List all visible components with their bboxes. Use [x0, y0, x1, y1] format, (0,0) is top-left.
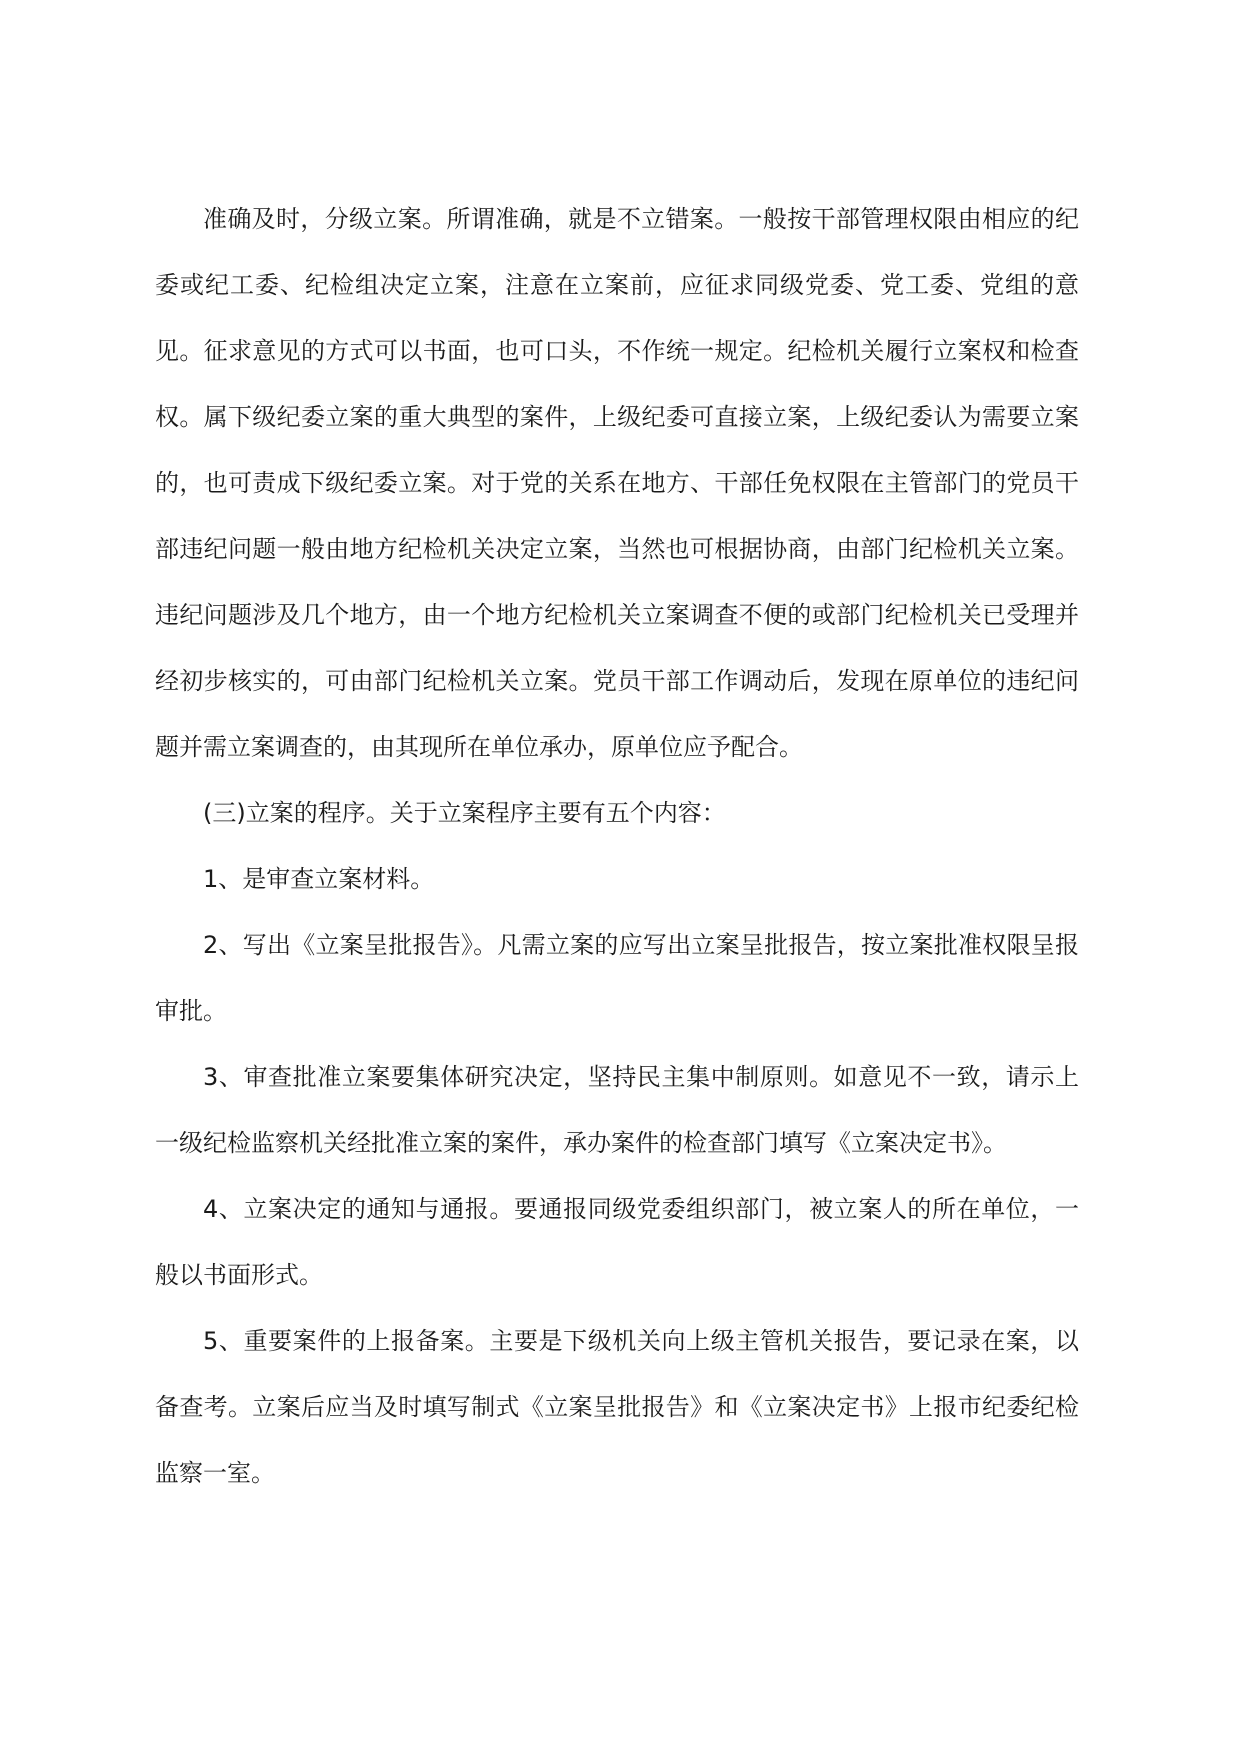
document-body: [155, 186, 1079, 1506]
paragraph-grading-registration: 准确及时，分级立案。所谓准确，就是不立错案。一般按干部管理权限由相应的纪委或纪工委、纪检组决定立案，注意在立案前，应征求同级党委、党工委、党组的意见。征求意见的方式可以书面，也可口头，不作统一规定。纪检机关履行立案权和检查权。属下级纪委立案的重大典型的案件，上级纪委可直接立案，上级纪委认为需要立案的，也可责成下级纪委立案。对于党的关系在地方、干部任免权限在主管部门的党员干部违纪问题一般由地方纪检机关决定立案，当然也可根据协商，由部门纪检机关立案。违纪问题涉及几个地方，由一个地方纪检机关立案调查不便的或部门纪检机关已受理并经初步核实的，可由部门纪检机关立案。党员干部工作调动后，发现在原单位的违纪问题并需立案调查的，由其现所在单位承办，原单位应予配合。: [155, 205, 1079, 761]
paragraph-item-5: 5、重要案件的上报备案。主要是下级机关向上级主管机关报告，要记录在案，以备查考。立案后应当及时填写制式《立案呈批报告》和《立案决定书》上报市纪委纪检监察一室。: [155, 1327, 1079, 1487]
paragraph-item-4: 4、立案决定的通知与通报。要通报同级党委组织部门，被立案人的所在单位，一般以书面形式。: [155, 1195, 1079, 1289]
paragraph-item-1: 1、是审查立案材料。: [203, 865, 435, 893]
paragraph-item-2: 2、写出《立案呈批报告》。凡需立案的应写出立案呈批报告，按立案批准权限呈报审批。: [155, 931, 1079, 1025]
paragraph-item-3: 3、审查批准立案要集体研究决定，坚持民主集中制原则。如意见不一致，请示上一级纪检监察机关经批准立案的案件，承办案件的检查部门填写《立案决定书》。: [155, 1063, 1079, 1157]
paragraph-procedure-heading: (三)立案的程序。关于立案程序主要有五个内容：: [203, 799, 726, 827]
